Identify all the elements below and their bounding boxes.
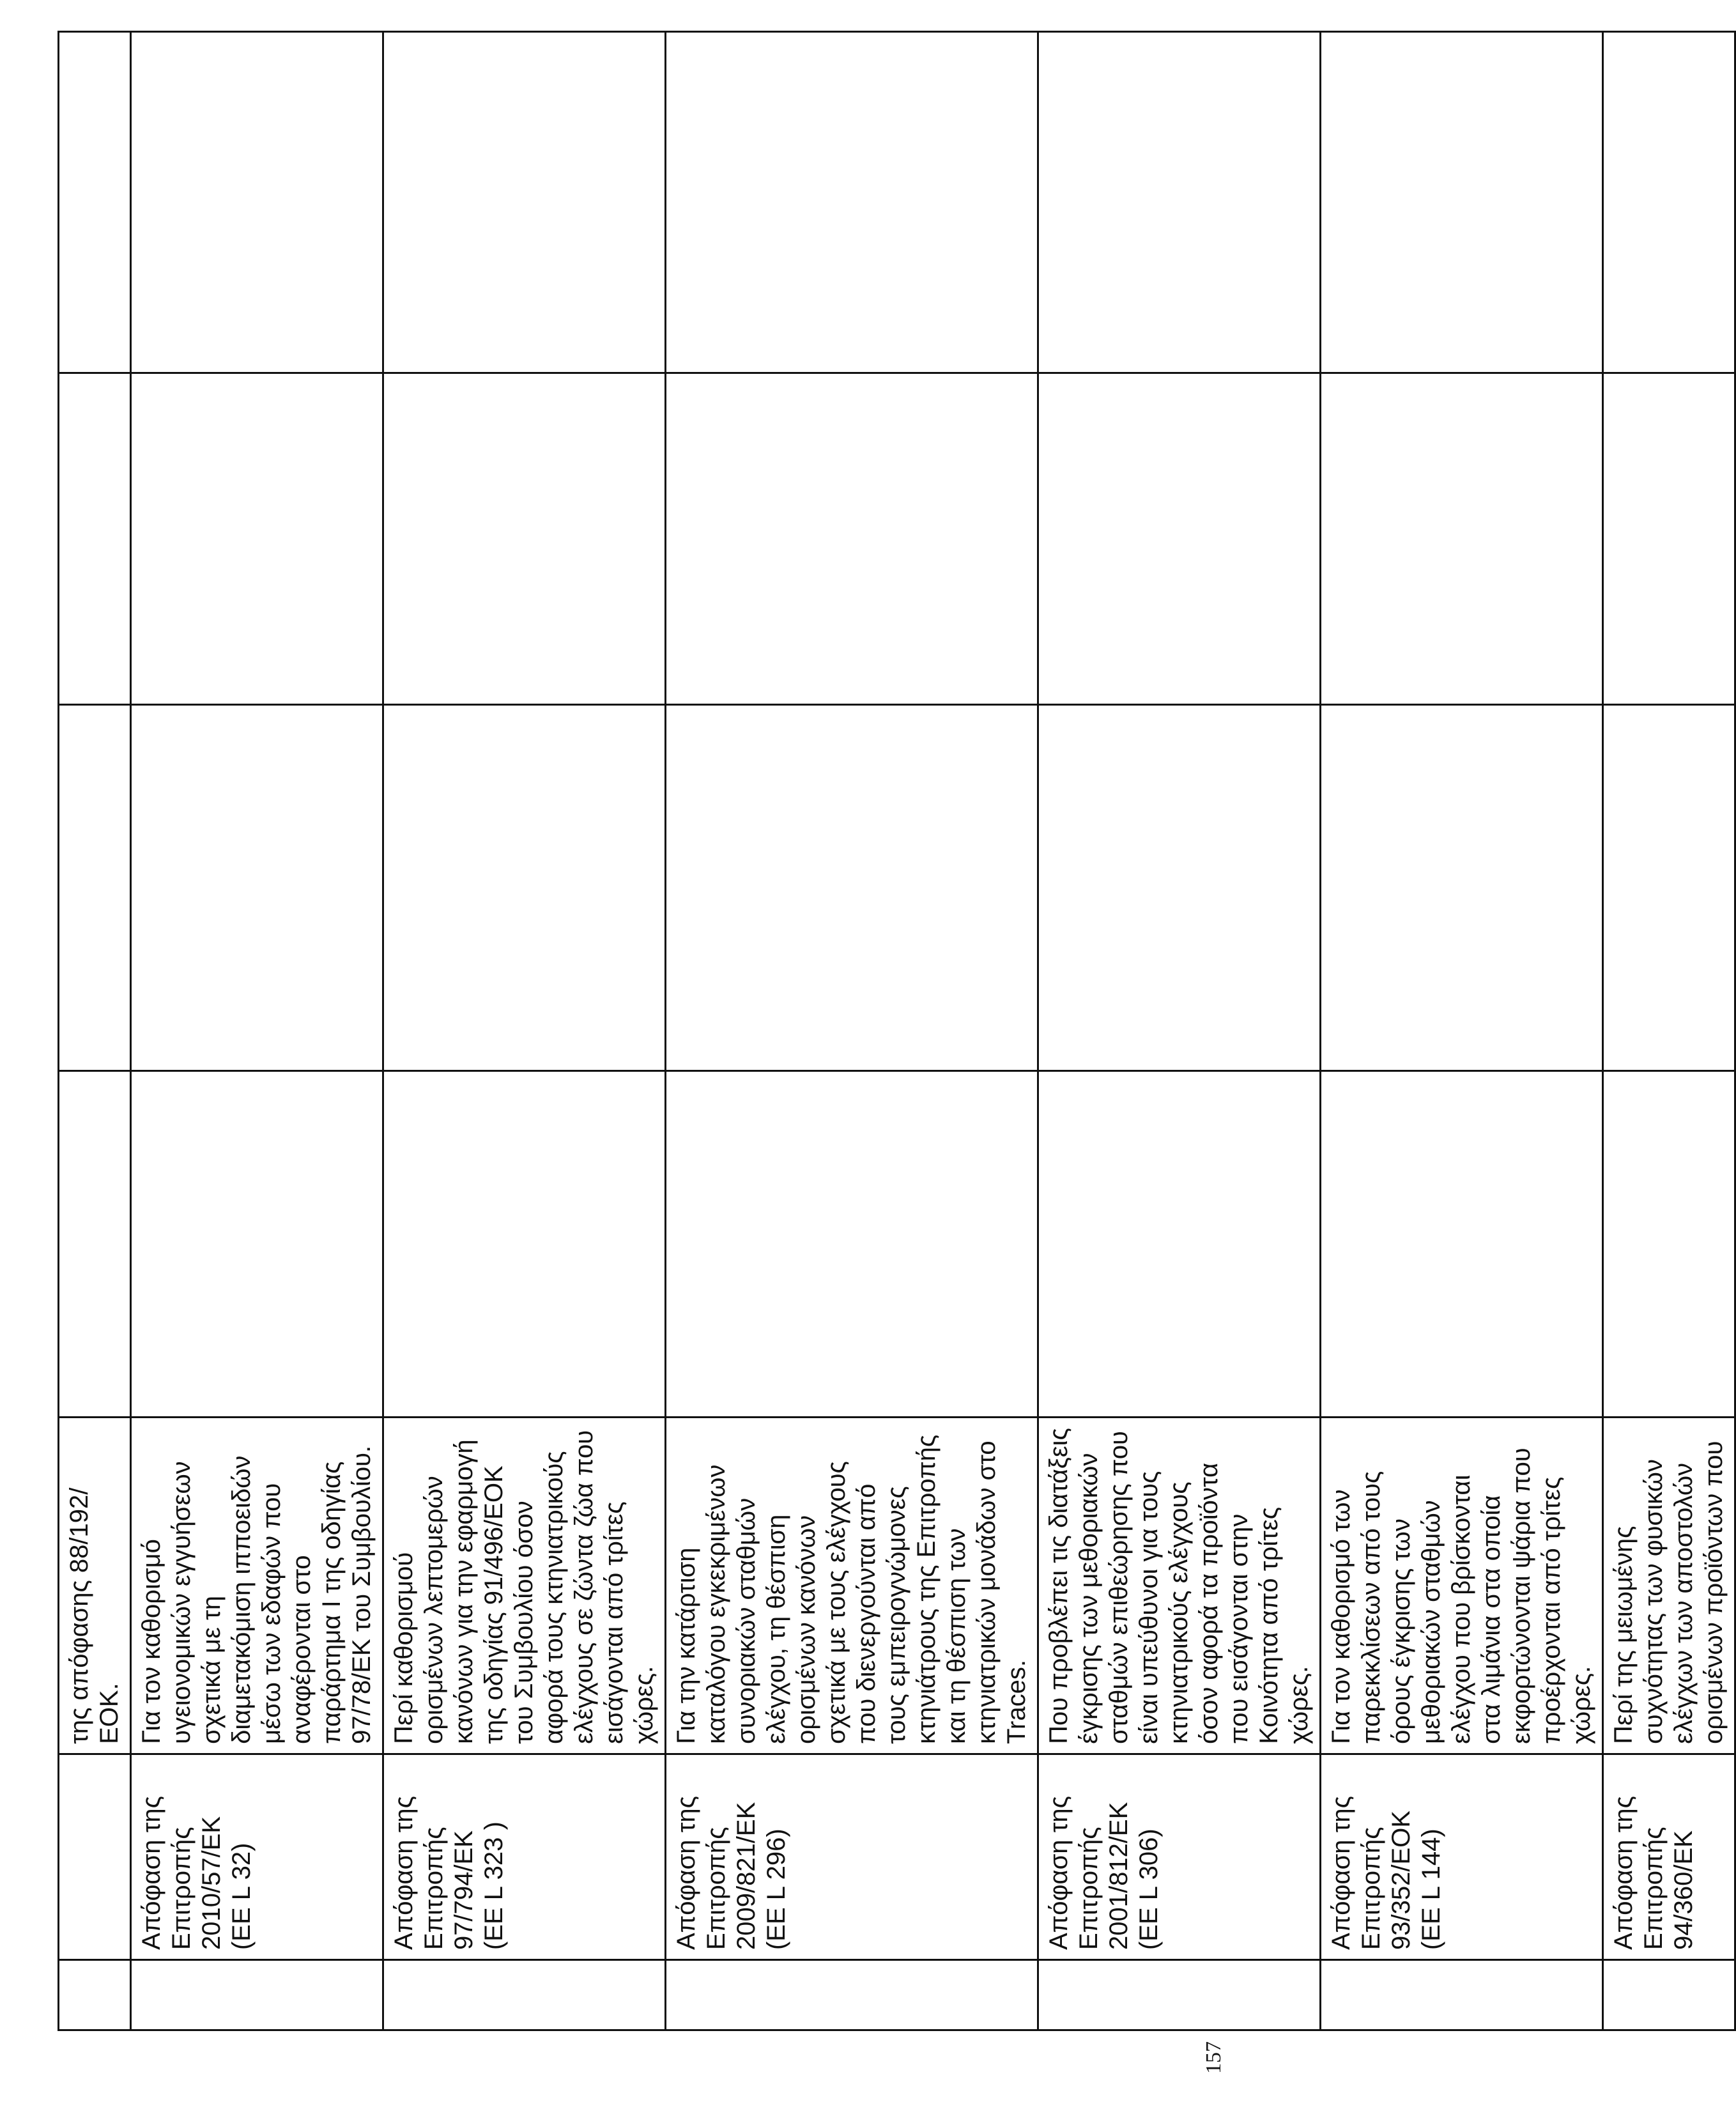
reference-line: Επιτροπής — [702, 1827, 730, 1951]
reference-line: Απόφαση της — [390, 1796, 418, 1951]
empty-cell — [666, 32, 1038, 373]
table-body — [59, 32, 1735, 2030]
empty-cell — [131, 704, 383, 1071]
blank-margin-cell — [1038, 1960, 1321, 2030]
table-row — [1038, 32, 1321, 2030]
reference-line: Επιτροπής — [1640, 1827, 1668, 1951]
reference-cell — [383, 1754, 666, 1959]
empty-cell — [666, 1071, 1038, 1418]
reference-line: 2001/812/ΕΚ — [1105, 1802, 1133, 1951]
reference-line: Απόφαση της — [137, 1796, 165, 1951]
empty-cell — [1321, 373, 1603, 705]
empty-cell — [1038, 1071, 1321, 1418]
description-cell: Που προβλέπει τις διατάξεις έγκρισης των μεθοριακών σταθμών επιθεώρησης που είναι υπεύθυνοι για τους κτηνιατρικούς ελέγχους όσον αφορά τα προϊόντα που εισάγονται στην Κοινότητα από τρίτες χώρες. — [1038, 1418, 1321, 1754]
reference-cell — [1603, 1754, 1735, 1959]
empty-cell — [1321, 1071, 1603, 1418]
empty-cell — [131, 32, 383, 373]
table-row — [59, 32, 131, 2030]
empty-cell — [383, 704, 666, 1071]
description-cell: Για τον καθορισμό υγειονομικών εγγυήσεων σχετικά με τη διαμετακόμιση ιπποειδών μέσω των εδαφών που αναφέρονται στο παράρτημα Ι της οδηγίας 97/78/ΕΚ του Συμβουλίου. — [131, 1418, 383, 1754]
reference-line: Επιτροπής — [167, 1827, 196, 1951]
empty-cell — [59, 1071, 131, 1418]
table-row — [1321, 32, 1603, 2030]
empty-cell — [1321, 32, 1603, 373]
empty-cell — [1603, 373, 1735, 705]
description-cell: Για την κατάρτιση καταλόγου εγκεκριμένων συνοριακών σταθμών ελέγχου, τη θέσπιση ορισμένων κανόνων σχετικά με τους ελέγχους που διενεργούνται από τους εμπειρογνώμονες κτηνιάτρους της Επιτροπής και τη θέσπιση των κτηνιατρικών μονάδων στο Traces. — [666, 1418, 1038, 1754]
empty-cell — [1321, 704, 1603, 1071]
empty-cell — [666, 373, 1038, 705]
page-number: 157 — [1202, 2041, 1225, 2074]
description-cell: Για τον καθορισμό των παρεκκλίσεων από τους όρους έγκρισης των μεθοριακών σταθμών ελέγχου που βρίσκονται στα λιμάνια στα οποία εκφορτώνονται ψάρια που προέρχονται από τρίτες χώρες. — [1321, 1418, 1603, 1754]
reference-line: Επιτροπής — [1075, 1827, 1103, 1951]
reference-line: (ΕΕ L 296) — [762, 1828, 790, 1951]
reference-line: 2010/57/ΕΚ — [197, 1816, 226, 1951]
reference-cell — [1321, 1754, 1603, 1959]
empty-cell — [1038, 32, 1321, 373]
empty-cell — [383, 32, 666, 373]
empty-cell — [131, 1071, 383, 1418]
blank-margin-cell — [1321, 1960, 1603, 2030]
reference-line: 93/352/ΕΟΚ — [1387, 1811, 1415, 1951]
blank-margin-cell — [59, 1960, 131, 2030]
blank-margin-cell — [383, 1960, 666, 2030]
reference-line: Επιτροπής — [1357, 1827, 1385, 1951]
reference-line: 94/360/ΕΚ — [1670, 1830, 1698, 1951]
empty-cell — [1603, 32, 1735, 373]
blank-margin-cell — [131, 1960, 383, 2030]
empty-cell — [59, 32, 131, 373]
empty-cell — [1038, 704, 1321, 1071]
reference-cell — [59, 1754, 131, 1959]
reference-line: 2009/821/ΕΚ — [732, 1802, 760, 1951]
reference-line: (ΕΕ L 32) — [227, 1843, 256, 1951]
empty-cell — [131, 373, 383, 705]
empty-cell — [383, 1071, 666, 1418]
empty-cell — [1038, 373, 1321, 705]
blank-margin-cell — [1603, 1960, 1735, 2030]
reference-line: Επιτροπής — [420, 1827, 448, 1951]
reference-line: Απόφαση της — [1045, 1796, 1073, 1951]
legislation-table — [58, 31, 1736, 2031]
table-row — [383, 32, 666, 2030]
empty-cell — [59, 373, 131, 705]
reference-line: 97/794/ΕΚ — [450, 1830, 478, 1951]
reference-line: (ΕΕ L 306) — [1135, 1828, 1163, 1951]
table-row — [131, 32, 383, 2030]
blank-margin-cell — [666, 1960, 1038, 2030]
reference-cell — [131, 1754, 383, 1959]
reference-line: Απόφαση της — [1327, 1796, 1355, 1951]
reference-line: Απόφαση της — [672, 1796, 700, 1951]
empty-cell — [59, 704, 131, 1071]
reference-line: (ΕΕ L 144) — [1417, 1828, 1445, 1951]
table-row — [1603, 32, 1735, 2030]
description-cell: Περί της μειωμένης συχνότητας των φυσικών ελέγχων των αποστολών ορισμένων προϊόντων που — [1603, 1418, 1735, 1754]
empty-cell — [383, 373, 666, 705]
reference-line: Απόφαση της — [1609, 1796, 1638, 1951]
description-cell: της απόφασης 88/192/ΕΟΚ. — [59, 1418, 131, 1754]
description-cell: Περί καθορισμού ορισμένων λεπτομερών κανόνων για την εφαρμογή της οδηγίας 91/496/ΕΟΚ του Συμβουλίου όσον αφορά τους κτηνιατρικούς ελέγχους σε ζώντα ζώα που εισάγονται από τρίτες χώρες. — [383, 1418, 666, 1754]
empty-cell — [1603, 1071, 1735, 1418]
empty-cell — [1603, 704, 1735, 1071]
reference-cell — [1038, 1754, 1321, 1959]
reference-line: (ΕΕ L 323 ) — [480, 1821, 508, 1951]
reference-cell — [666, 1754, 1038, 1959]
table-row — [666, 32, 1038, 2030]
empty-cell — [666, 704, 1038, 1071]
